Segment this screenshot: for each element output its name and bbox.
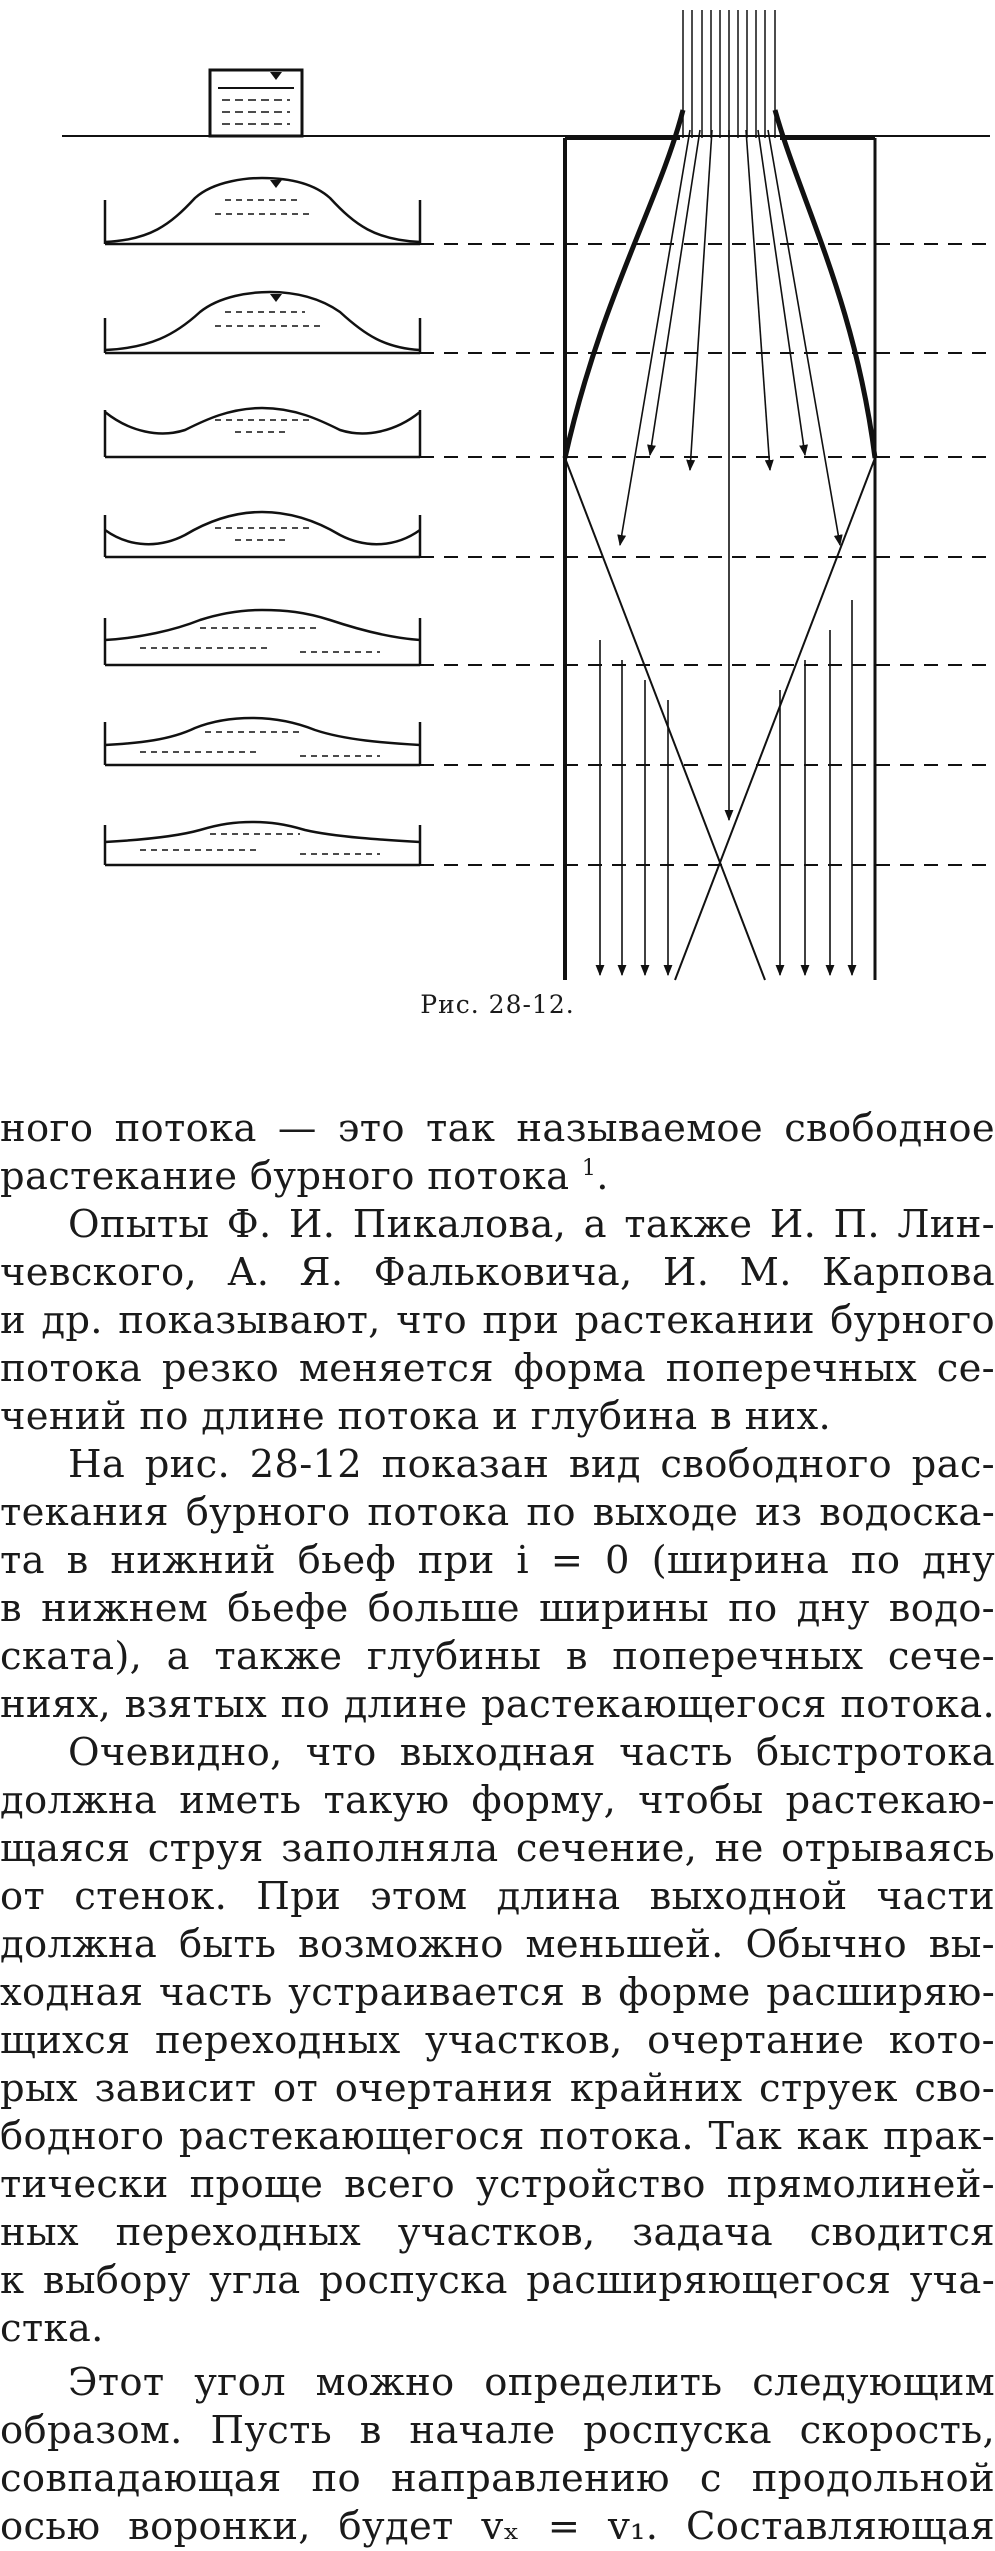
cross-section-5 xyxy=(105,610,420,665)
text-line: потока резко меняется форма поперечных се- xyxy=(0,1346,995,1391)
reservoir-box xyxy=(210,70,302,136)
text-line: ходная часть устраивается в форме расширяю- xyxy=(0,1970,995,2015)
cross-section-1 xyxy=(105,178,420,244)
footnote-mark: 1 xyxy=(581,1156,597,1182)
text-line: рых зависит от очертания крайних струек сво- xyxy=(0,2066,995,2111)
text-line: ската), а также глубины в поперечных сече- xyxy=(0,1634,995,1679)
cross-section-6 xyxy=(105,718,420,765)
text-line: Этот угол можно определить следующим xyxy=(68,2360,995,2405)
text-line: та в нижний бьеф при i = 0 (ширина по дну xyxy=(0,1538,995,1583)
text-line: чений по длине потока и глубина в них. xyxy=(0,1394,832,1439)
text-line: должна иметь такую форму, чтобы растекаю- xyxy=(0,1778,995,1823)
text-line: к выбору угла роспуска расширяющегося уча- xyxy=(0,2258,995,2303)
text-line: тически проще всего устройство прямолиней- xyxy=(0,2162,995,2207)
text-line: должна быть возможно меньшей. Обычно вы- xyxy=(0,1922,995,1967)
text-line: образом. Пусть в начале роспуска скорость, xyxy=(0,2408,995,2453)
text-line: щихся переходных участков, очертание кото- xyxy=(0,2018,995,2063)
text-line: ных переходных участков, задача сводится xyxy=(0,2210,995,2255)
text-line: На рис. 28-12 показан вид свободного рас- xyxy=(68,1442,995,1487)
text-line: текания бурного потока по выходе из водоска- xyxy=(0,1490,995,1535)
text-line: чевского, А. Я. Фальковича, И. М. Карпова xyxy=(0,1250,995,1295)
flow-spreading-figure xyxy=(0,0,995,1000)
text-line: ниях, взятых по длине растекающегося потока. xyxy=(0,1682,995,1727)
cross-section-7 xyxy=(105,822,420,865)
section-lines xyxy=(62,136,990,865)
text-line-content: растекание бурного потока xyxy=(0,1154,570,1199)
water-level-icon xyxy=(270,72,282,80)
text-line: ного потока — это так называемое свободное xyxy=(0,1106,995,1151)
text-line: в нижнем бьефе больше ширины по дну водо- xyxy=(0,1586,995,1631)
text-line: осью воронки, будет vₓ = v₁. Составляющая xyxy=(0,2504,995,2549)
cross-section-2 xyxy=(105,292,420,353)
text-line: стка. xyxy=(0,2306,104,2351)
text-line: совпадающая по направлению с продольной xyxy=(0,2456,995,2501)
cross-sections xyxy=(105,178,420,865)
text-line: растекание бурного потока $^1$. xyxy=(0,1154,609,1199)
text-line: и др. показывают, что при растекании бурного xyxy=(0,1298,995,1343)
cross-section-3 xyxy=(105,408,420,457)
text-line: Опыты Ф. И. Пикалова, а также И. П. Лин- xyxy=(68,1202,995,1247)
text-line: бодного растекающегося потока. Так как прак- xyxy=(0,2114,995,2159)
text-line: щаяся струя заполняла сечение, не отрываясь xyxy=(0,1826,995,1871)
cross-section-4 xyxy=(105,512,420,557)
plan-view xyxy=(565,10,875,980)
figure-caption: Рис. 28-12. xyxy=(420,990,575,1019)
text-line: от стенок. При этом длина выходной части xyxy=(0,1874,995,1919)
text-line: Очевидно, что выходная часть быстротока xyxy=(68,1730,995,1775)
